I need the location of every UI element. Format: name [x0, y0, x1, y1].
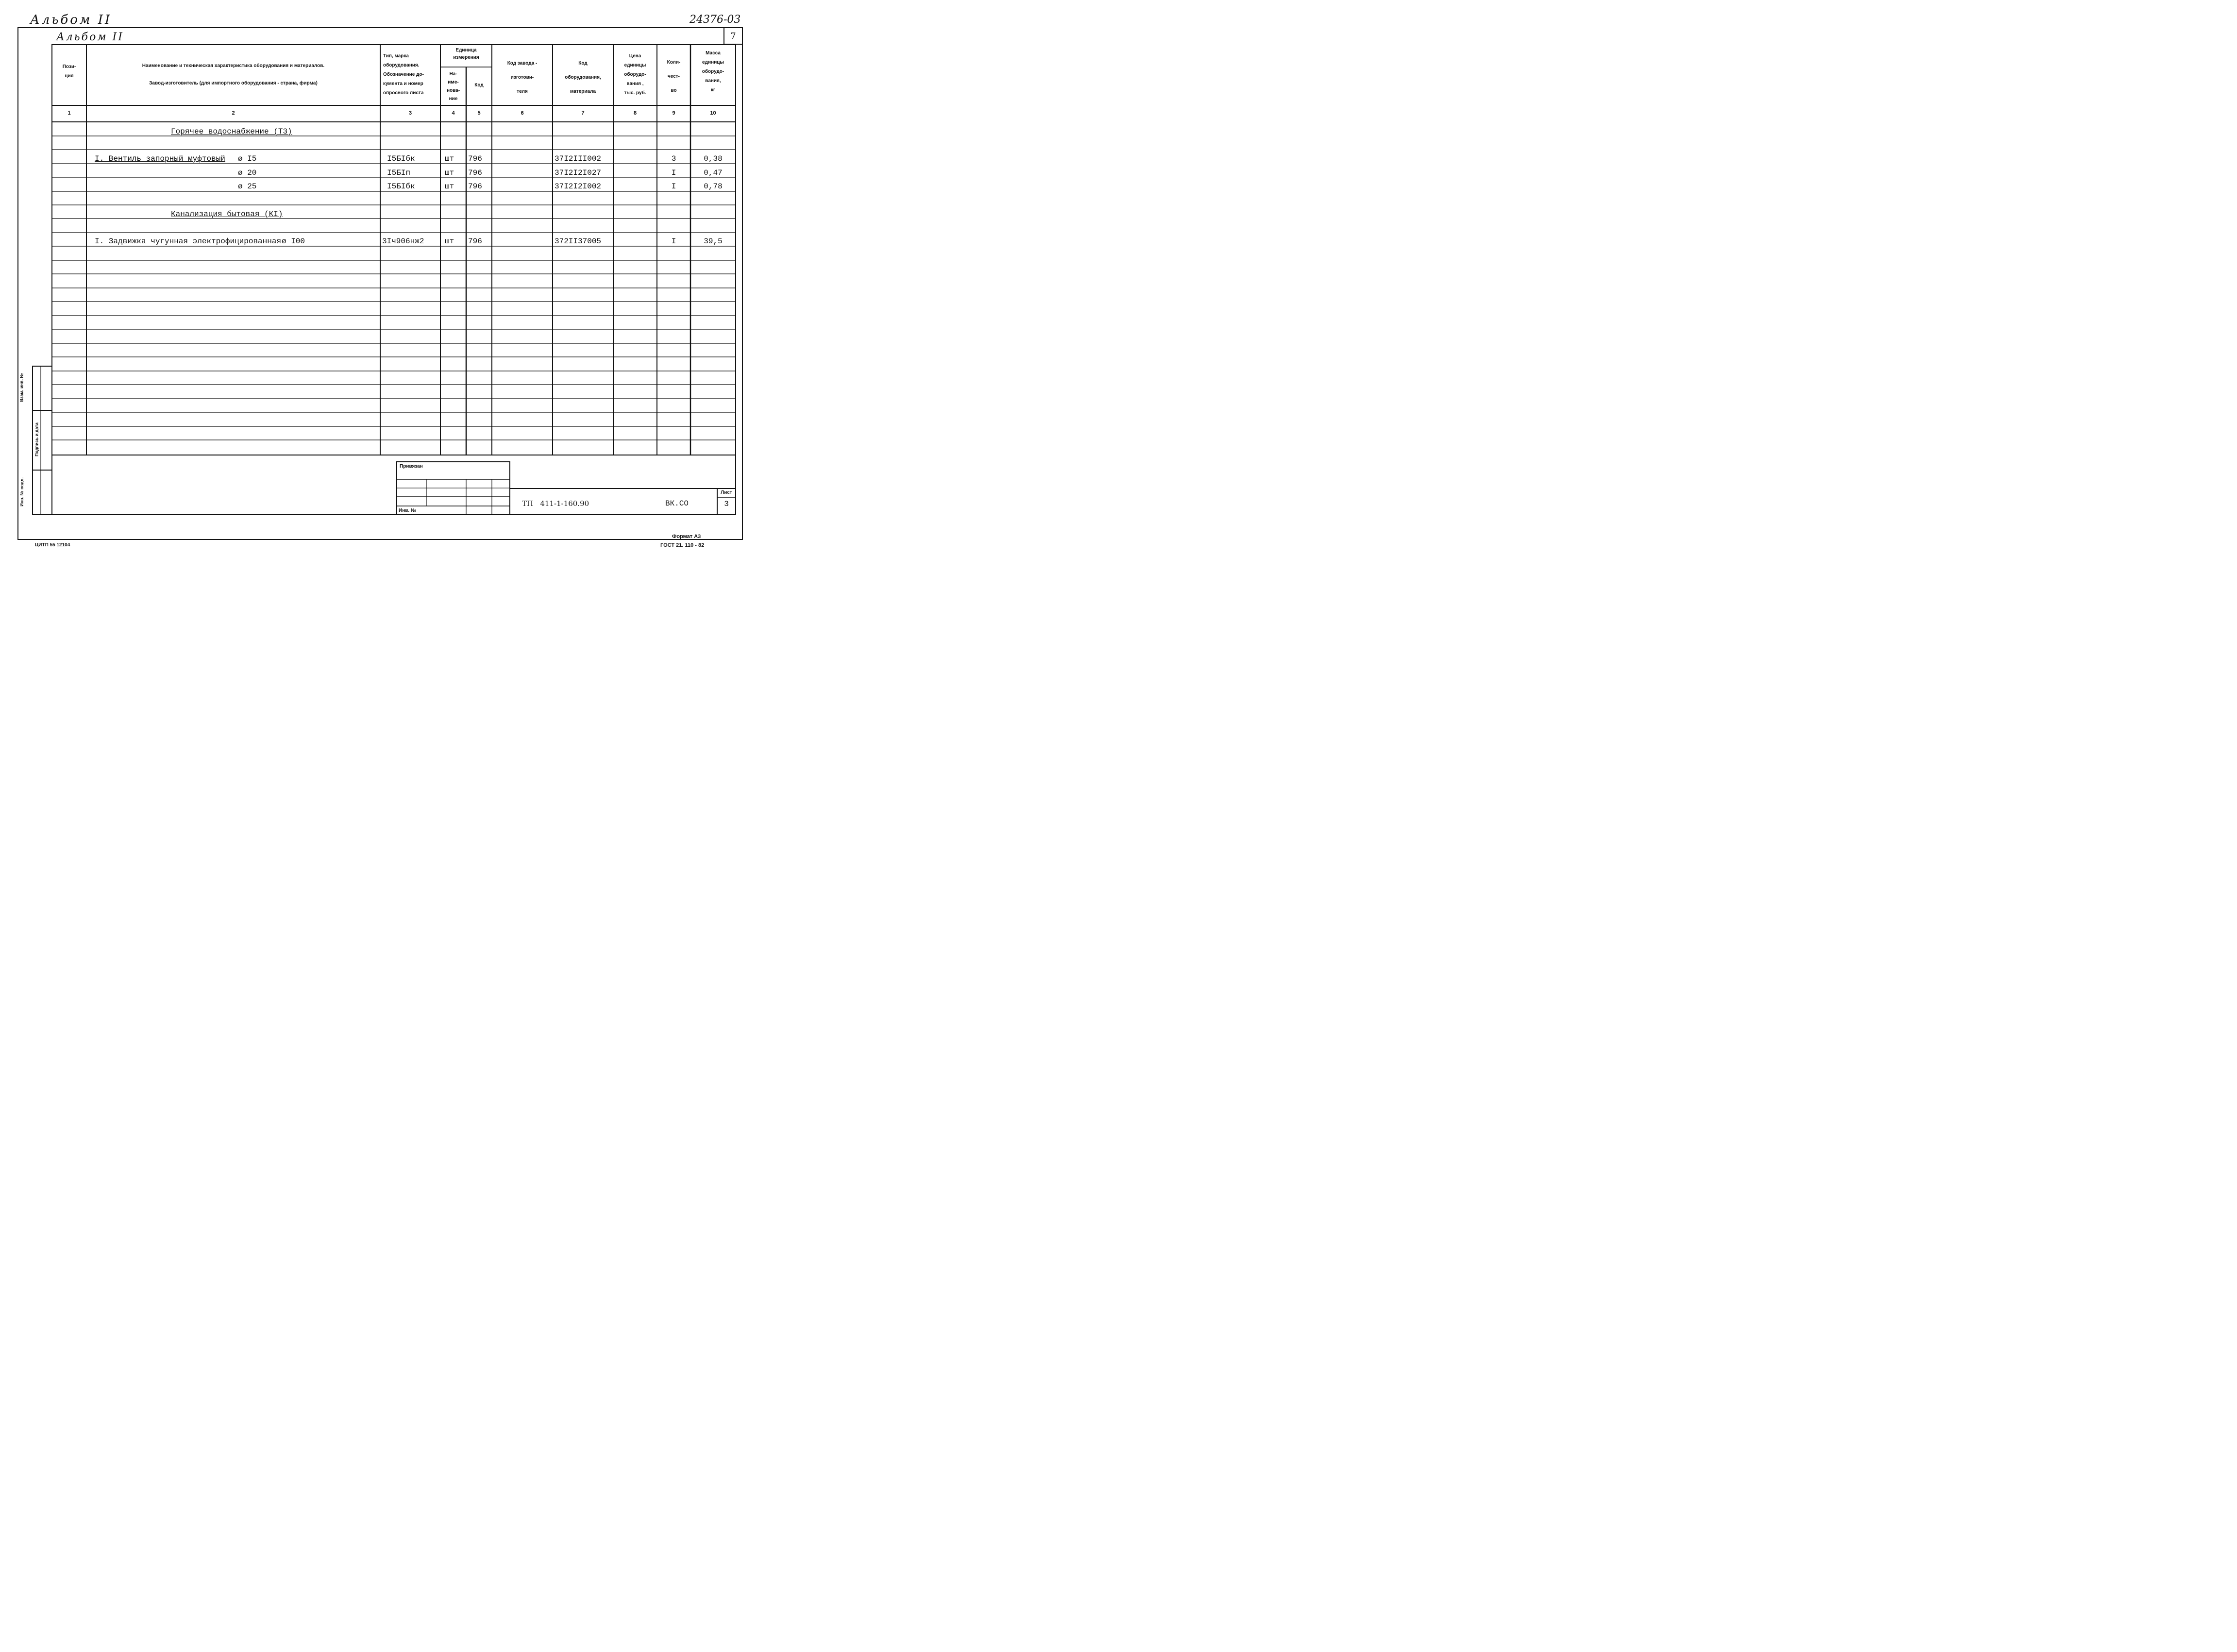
footer-standard: ГОСТ 21. 110 - 82 [660, 542, 705, 548]
row-2-type: I5БIп [387, 169, 411, 177]
col-1-title: Пози- ция [62, 64, 76, 79]
row-2-unit-code: 796 [468, 169, 482, 177]
col-5-title: Код [474, 83, 484, 88]
page-number: 7 [730, 31, 736, 41]
col-4-number: 4 [452, 110, 455, 116]
footer-print-code: ЦИТП 55 12104 [35, 542, 70, 548]
row-1-diameter: ø I5 [238, 154, 257, 163]
album-label-inner: Альбом II [56, 31, 124, 43]
row-1-qty: 3 [671, 154, 676, 163]
document-code: 24376-03 [690, 14, 741, 26]
row-2-mass: 0,47 [704, 169, 723, 177]
sheet-number: 3 [724, 500, 729, 508]
side-stamp-replaced-inv: Взам. инв. № [19, 373, 24, 402]
side-stamp-original-inv: Инв. № подл. [19, 477, 24, 506]
col-4-title: На- име- нова- ние [446, 71, 460, 101]
section-title-sewerage: Канализация бытовая (КI) [171, 210, 283, 219]
row-2-qty: I [671, 169, 676, 177]
row-3-type: I5БIбк [387, 182, 415, 191]
inv-number-label: Инв. № [399, 508, 417, 513]
row-1-unit-code: 796 [468, 154, 482, 163]
row-1-mass: 0,38 [704, 154, 723, 163]
side-stamp-signature-date: Подпись и дата [34, 422, 39, 456]
footer-format: Формат А3 [672, 534, 701, 539]
row-3-mass: 0,78 [704, 182, 723, 191]
col-2-title: Наименование и техническая характеристика оборудования и материалов. Завод-изготовитель (для импортного оборудования - страна, фирма) [142, 63, 325, 86]
row-4-code: 372II37005 [555, 237, 602, 246]
row-4-unit-code: 796 [468, 237, 482, 246]
col-2-number: 2 [232, 110, 235, 116]
col-1-number: 1 [67, 110, 71, 116]
row-2-diameter: ø 20 [238, 169, 257, 177]
row-3-code: 37I2I2I002 [555, 182, 602, 191]
row-3-qty: I [671, 182, 676, 191]
sheet-label: Лист [721, 490, 732, 495]
project-code: ТП 411-1-160.90 [522, 499, 589, 508]
col-7-number: 7 [581, 110, 585, 116]
row-4-unit: шт [445, 237, 454, 246]
row-4-type: 3Iч906нж2 [382, 237, 424, 246]
section-title-hot-water: Горячее водоснабжение (Т3) [171, 127, 292, 136]
row-1-code: 37I2III002 [555, 154, 602, 163]
row-1-type: I5БIбк [387, 154, 415, 163]
col-6-number: 6 [521, 110, 524, 116]
bound-label: Привязан [400, 464, 423, 469]
row-3-unit-code: 796 [468, 182, 482, 191]
row-3-diameter: ø 25 [238, 182, 257, 191]
col-10-number: 10 [710, 110, 716, 116]
document-mark: ВК.СО [665, 499, 689, 508]
row-4-mass: 39,5 [704, 237, 723, 246]
col-3-number: 3 [408, 110, 412, 116]
album-label-outer: Альбом II [30, 13, 112, 27]
col-9-number: 9 [672, 110, 675, 116]
row-1-name: I. Вентиль запорный муфтовый [95, 154, 225, 163]
row-1-unit: шт [445, 154, 454, 163]
col-10-title: Масса единицы оборудо- вания, кг [702, 51, 724, 93]
row-4-name: I. Задвижка чугунная электрофицированная [95, 237, 282, 246]
col-8-title: Цена единицы оборудо- вания , тыс. руб. [624, 53, 646, 96]
row-2-unit: шт [445, 169, 454, 177]
col-9-title: Коли- чест- во [667, 60, 681, 93]
row-3-unit: шт [445, 182, 454, 191]
row-2-code: 37I2I2I027 [555, 169, 602, 177]
col-8-number: 8 [633, 110, 637, 116]
col-3-title: Тип, марка оборудования. Обозначение до- кумента и номер опросного листа [383, 53, 424, 96]
col-7-title: Код оборудования, материала [565, 61, 601, 94]
col-6-title: Код завода - изготови- теля [507, 61, 538, 94]
row-4-qty: I [671, 237, 676, 246]
unit-group-title: Единица измерения [453, 48, 479, 60]
row-4-diameter: ø I00 [282, 237, 305, 246]
col-5-number: 5 [477, 110, 481, 116]
